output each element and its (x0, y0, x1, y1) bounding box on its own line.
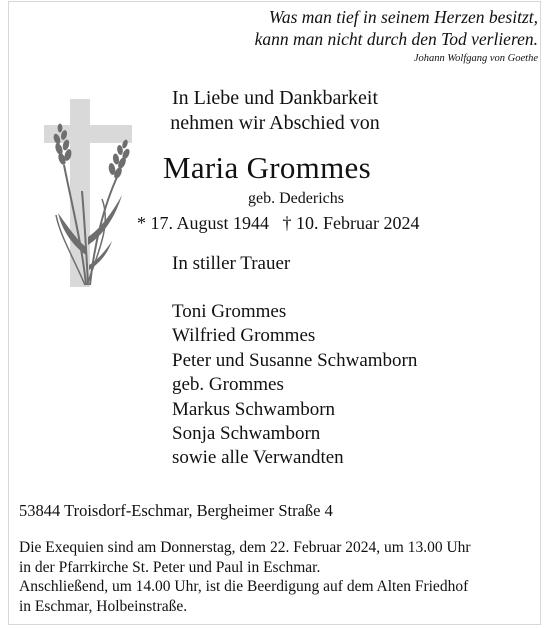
family-member: geb. Grommes (172, 374, 284, 396)
funeral-line: Anschließend, um 14.00 Uhr, ist die Beerdigung auf dem Alten Friedhof (19, 578, 469, 595)
family-member: Wilfried Grommes (172, 325, 316, 347)
cross-with-wheat-icon (42, 95, 152, 290)
quote-author: Johann Wolfgang von Goethe (413, 53, 538, 64)
intro-line-2: nehmen wir Abschied von (170, 112, 380, 134)
funeral-line: Die Exequien sind am Donnerstag, dem 22. Februar 2024, um 13.00 Uhr (19, 539, 471, 556)
quote-line-2: kann man nicht durch den Tod verlieren. (254, 29, 538, 49)
mourning-label: In stiller Trauer (172, 253, 291, 274)
funeral-line: in Eschmar, Holbeinstraße. (19, 597, 188, 615)
funeral-line: in der Pfarrkirche St. Peter und Paul in Eschmar. (19, 558, 321, 576)
family-member: Sonja Schwamborn (172, 423, 321, 445)
family-member: sowie alle Verwandten (172, 447, 344, 469)
deceased-name: Maria Grommes (163, 150, 371, 185)
intro-text (150, 86, 400, 136)
quote-line-1: Was man tief in seinem Herzen besitzt, (268, 7, 538, 27)
maiden-name: geb. Dederichs (248, 190, 344, 207)
life-dates: * 17. August 1944 † 10. Februar 2024 (137, 213, 420, 233)
funeral-info (19, 538, 539, 616)
family-member: Toni Grommes (172, 301, 287, 322)
intro-line-1: In Liebe und Dankbarkeit (171, 87, 379, 109)
family-list (172, 300, 417, 471)
family-member: Peter und Susanne Schwamborn (172, 349, 418, 371)
family-member: Markus Schwamborn (172, 398, 336, 420)
quote-block (255, 6, 538, 66)
address-line: 53844 Troisdorf-Eschmar, Bergheimer Straße 4 (19, 501, 333, 520)
